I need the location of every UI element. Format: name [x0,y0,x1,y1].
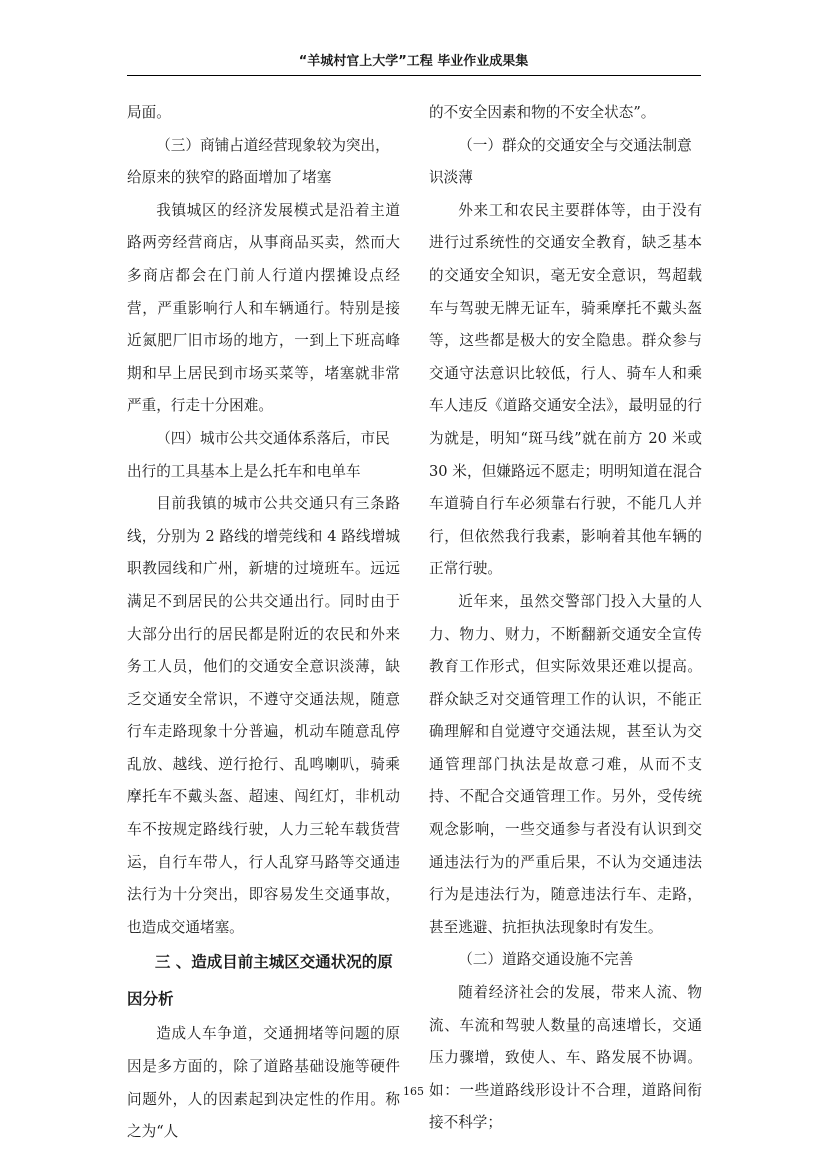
subheading-3: （三）商铺占道经营现象较为突出，给原来的狭窄的路面增加了堵塞 [127,136,390,187]
paragraph: 近年来，虽然交警部门投入大量的人力、物力、财力，不断翻新交通安全宣传教育工作形式，但实际效果还难以提高。群众缺乏对交通管理工作的认识，不能正确理解和自觉遵守交通法规，甚至认为交通管理部门执法是故意刁难，从而不支持、不配合交通管理工作。另外，受传统观念影响，一些交通参与者没有认识到交通违法行为的严重后果，不认为交通违法行为是违法行为，随意违法行车、走路，甚至逃避、抗拒执法现象时有发生。 [429,592,702,936]
paragraph: 局面。 [127,104,171,121]
paragraph: 的不安全因素和物的不安全状态”。 [429,104,656,121]
subheading-2: （二）道路交通设施不完善 [458,951,634,969]
paragraph: 目前我镇的城市公共交通只有三条路线，分别为 2 路线的增莞线和 4 路线增城职教园线和广州，新塘的过境班车。远远满足不到居民的公共交通出行。同时由于大部分出行的居民都是附近的农民和外来务工人员，他们的交通安全意识淡薄，缺乏交通安全常识，不遵守交通法规，随意行车走路现象十分普遍，机动车随意乱停乱放、越线、逆行抢行、乱鸣喇叭，骑乘摩托车不戴头盔、超速、闯红灯，非机动车不按规定路线行驶，人力三轮车载货营运，自行车带人，行人乱穿马路等交通违法行为十分突出，即容易发生交通事故，也造成交通堵塞。 [127,495,400,936]
subheading-4: （四）城市公共交通体系落后，市民出行的工具基本上是么托车和电单车 [127,429,390,480]
paragraph: 造成人车争道，交通拥堵等问题的原因是多方面的，除了道路基础设施等硬件问题外，人的因素起到决定性的作用。称之为“人 [127,1025,400,1141]
right-column [429,97,702,1140]
left-column [127,97,400,1149]
page-number: 165 [403,1085,424,1098]
paragraph: 我镇城区的经济发展模式是沿着主道路两旁经营商店，从事商品买卖，然而大多商店都会在门前人行道内摆摊设点经营，严重影响行人和车辆通行。特别是接近氮肥厂旧市场的地方，一到上下班高峰期和早上居民到市场买菜等，堵塞就非常严重，行走十分困难。 [127,201,400,415]
header-rule [127,75,701,76]
section-heading: 三 、造成目前主城区交通状况的原因分析 [127,953,393,1009]
paragraph: 外来工和农民主要群体等，由于没有进行过系统性的交通安全教育，缺乏基本的交通安全知识，毫无安全意识，驾超载车与驾驶无牌无证车，骑乘摩托不戴头盔等，这些都是极大的安全隐患。群众参与交通守法意识比较低，行人、骑车人和乘车人违反《道路交通安全法》，最明显的行为就是，明知“斑马线”就在前方 20 米或 30 米，但嫌路远不愿走；明明知道在混合车道骑自行车必须靠右行驶，不能几人并行，但依然我行我素，影响着其他车辆的正常行驶。 [429,201,702,578]
running-header: “羊城村官上大学”工程 毕业作业成果集 [298,54,529,69]
paragraph: 随着经济社会的发展，带来人流、物流、车流和驾驶人数量的高速增长，交通压力骤增，致使人、车、路发展不协调。如：一些道路线形设计不合理，道路间衔接不科学； [429,984,702,1132]
subheading-1: （一）群众的交通安全与交通法制意识淡薄 [429,136,692,187]
